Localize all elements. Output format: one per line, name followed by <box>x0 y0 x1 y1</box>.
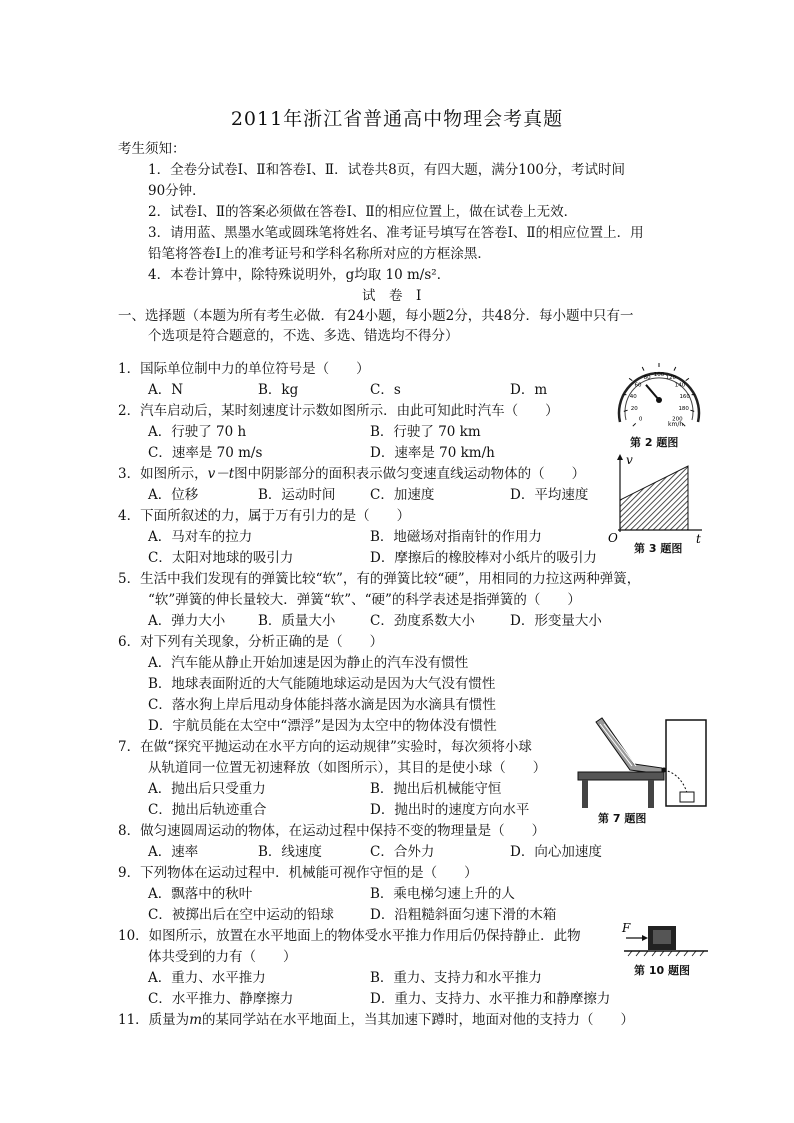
notice-item-3: 3．请用蓝、黑墨水笔或圆珠笔将姓名、准考证号填写在答卷Ⅰ、Ⅱ的相应位置上．用 <box>148 225 644 241</box>
q3-stem-vt: v－t <box>207 466 235 482</box>
q5-option-d: D．形变量大小 <box>510 613 602 629</box>
q4-stem: 4．下面所叙述的力，属于万有引力的是（ ） <box>118 508 411 524</box>
figure-10-block <box>620 920 712 960</box>
speedometer-hub <box>656 397 662 403</box>
q1-option-c: C．s <box>370 382 401 398</box>
table-top <box>578 772 664 780</box>
q1-option-d: D．m <box>510 382 548 398</box>
q5-option-b: B．质量大小 <box>258 613 336 629</box>
q2-option-c: C．速率是 70 m/s <box>148 445 263 461</box>
notice-item-2: 2．试卷Ⅰ、Ⅱ的答案必须做在答卷Ⅰ、Ⅱ的相应位置上，做在试卷上无效． <box>148 204 578 220</box>
q6-option-a: A．汽车能从静止开始加速是因为静止的汽车没有惯性 <box>148 655 469 671</box>
vt-origin-label: O <box>608 531 618 544</box>
speedometer-tick-label: 20 <box>630 406 638 412</box>
q3-option-b: B．运动时间 <box>258 487 336 503</box>
speedometer-tick-mark <box>692 394 696 395</box>
table-leg-left <box>582 780 588 808</box>
speedometer-tick-mark <box>623 394 627 395</box>
q6-option-c: C．落水狗上岸后甩动身体能抖落水滴是因为水滴具有惯性 <box>148 697 496 713</box>
q8-option-c: C．合外力 <box>370 844 435 860</box>
part1-intro-cont: 个选项是符合题意的，不选、多选、错选均不得分） <box>148 328 459 344</box>
ball <box>662 768 667 773</box>
speedometer-needle <box>646 385 659 400</box>
q7-stem: 7．在做“探究平抛运动在水平方向的运动规律”实验时，每次须将小球 <box>118 739 532 755</box>
speedometer-tick-label: 200 <box>672 416 683 423</box>
q9-option-c: C．被掷出后在空中运动的铅球 <box>148 907 334 923</box>
q10-option-c: C．水平推力、静摩擦力 <box>148 991 294 1007</box>
speedometer-tick-label: 180 <box>678 406 689 412</box>
force-label: F <box>622 921 631 935</box>
q3-option-a: A．位移 <box>148 487 199 503</box>
speedometer-tick-mark <box>642 367 644 371</box>
speedometer-tick-label: 40 <box>629 393 637 400</box>
speedometer-tick-label: 100 <box>653 372 665 378</box>
speedometer-tick-label: 120 <box>665 374 677 381</box>
q3-option-c: C．加速度 <box>370 487 435 503</box>
figure-10-caption: 第 10 题图 <box>634 964 690 977</box>
q2-stem: 2．汽车启动后，某时刻速度计示数如图所示．由此可知此时汽车（ ） <box>118 403 559 419</box>
q7-option-d: D．抛出时的速度方向水平 <box>370 802 530 818</box>
notice-item-1: 1．全卷分试卷Ⅰ、Ⅱ和答卷Ⅰ、Ⅱ．试卷共8页，有四大题，满分100分，考试时间 <box>148 162 625 178</box>
q11-stem-m: m <box>189 1012 202 1028</box>
q3-stem <box>118 465 585 483</box>
q5-option-a: A．弹力大小 <box>148 613 226 629</box>
q1-option-b: B．kg <box>258 382 299 398</box>
target-card <box>680 792 694 802</box>
q10-option-b: B．重力、支持力和水平推力 <box>370 970 542 986</box>
q4-option-a: A．马对车的拉力 <box>148 529 253 545</box>
figure-2-speedometer <box>612 360 706 432</box>
q8-option-a: A．速率 <box>148 844 199 860</box>
q11-stem <box>118 1011 634 1029</box>
q11-stem-pre: 11．质量为 <box>118 1012 190 1028</box>
q4-option-b: B．地磁场对指南针的作用力 <box>370 529 542 545</box>
q6-stem: 6．对下列有关现象，分析正确的是（ ） <box>118 634 384 650</box>
notice-item-4 <box>148 266 450 284</box>
q3-stem-post: 图中阴影部分的面积表示做匀变速直线运动物体的（ ） <box>234 466 586 482</box>
q4-option-d: D．摩擦后的橡胶棒对小纸片的吸引力 <box>370 550 597 566</box>
vt-v-label: v <box>626 453 633 467</box>
q2-option-b: B．行驶了 70 km <box>370 424 481 440</box>
speedometer-tick-label: 80 <box>643 374 651 381</box>
speedometer-tick-label: 60 <box>634 382 642 389</box>
speedometer-tick-mark <box>624 410 628 411</box>
q2-option-a: A．行驶了 70 h <box>148 424 247 440</box>
track-highlight-2 <box>604 724 636 766</box>
block-face <box>653 930 671 944</box>
q2-option-d: D．速率是 70 km/h <box>370 445 495 461</box>
q10-stem-cont: 体共受到的力有（ ） <box>148 949 297 965</box>
q3-stem-pre: 3．如图所示， <box>118 466 208 482</box>
speedometer-tick-mark <box>629 378 632 380</box>
q11-stem-post: 的某同学站在水平地面上，当其加速下蹲时，地面对他的支持力（ ） <box>202 1012 634 1028</box>
figure-7-caption: 第 7 题图 <box>598 812 647 825</box>
section-title: 试 卷 Ⅰ <box>362 288 422 304</box>
part1-intro: 一、选择题（本题为所有考生必做．有24小题，每小题2分，共48分．每小题中只有一 <box>118 308 634 324</box>
notice-item-1-cont: 90分钟． <box>148 183 206 199</box>
q9-option-d: D．沿粗糙斜面匀速下滑的木箱 <box>370 907 557 923</box>
speedometer-tick-label: 0 <box>638 416 643 423</box>
q1-stem: 1．国际单位制中力的单位符号是（ ） <box>118 361 370 377</box>
notice-item-3-cont: 铅笔将答卷Ⅰ上的准考证号和学科名称所对应的方框涂黑． <box>148 246 491 262</box>
q5-option-c: C．劲度系数大小 <box>370 613 475 629</box>
q4-option-c: C．太阳对地球的吸引力 <box>148 550 294 566</box>
q10-option-a: A．重力、水平推力 <box>148 970 266 986</box>
q3-option-d: D．平均速度 <box>510 487 589 503</box>
figure-7-apparatus <box>574 712 714 810</box>
speedometer-tick-mark <box>686 378 689 380</box>
figure-3-vt-graph <box>606 452 708 544</box>
speedometer-tick-label: 140 <box>674 382 686 389</box>
speedometer-tick-mark <box>690 410 694 411</box>
q6-option-d: D．宇航员能在太空中“漂浮”是因为太空中的物体没有惯性 <box>148 718 497 734</box>
speedometer-tick-mark <box>633 423 636 426</box>
notice-item-4-text: 4．本卷计算中，除特殊说明外，g均取 10 m/s <box>148 267 432 283</box>
q10-option-d: D．重力、支持力、水平推力和静摩擦力 <box>370 991 611 1007</box>
speedometer-tick-mark <box>674 367 676 371</box>
notice-item-4-tail: ²． <box>431 267 451 283</box>
speedometer-tick-label: 160 <box>679 393 690 400</box>
q8-option-d: D．向心加速度 <box>510 844 602 860</box>
table-leg-right <box>648 780 654 808</box>
notice-heading: 考生须知： <box>118 141 186 157</box>
speedometer-unit: km/h <box>668 421 684 428</box>
q9-option-a: A．飘落中的秋叶 <box>148 886 253 902</box>
figure-3-caption: 第 3 题图 <box>634 542 683 555</box>
q1-option-a: A．N <box>148 382 184 398</box>
q7-option-b: B．抛出后机械能守恒 <box>370 781 502 797</box>
force-arrowhead <box>642 935 648 941</box>
figure-2-caption: 第 2 题图 <box>630 436 679 449</box>
vt-shaded-area <box>620 466 688 530</box>
q5-stem-cont: “软”弹簧的伸长量较大．弹簧“软”、“硬”的科学表述是指弹簧的（ ） <box>148 592 581 608</box>
speedometer-ticks <box>623 363 696 426</box>
vt-t-label: t <box>696 532 701 544</box>
q6-option-b: B．地球表面附近的大气能随地球运动是因为大气没有惯性 <box>148 676 496 692</box>
q5-stem: 5．生活中我们发现有的弹簧比较“软”，有的弹簧比较“硬”，用相同的力拉这两种弹簧， <box>118 571 641 587</box>
vt-v-axis-arrow <box>617 454 623 460</box>
q7-stem-cont: 从轨道同一位置无初速释放（如图所示），其目的是使小球（ ） <box>148 760 547 776</box>
q9-stem: 9．下列物体在运动过程中．机械能可视作守恒的是（ ） <box>118 865 478 881</box>
q7-option-c: C．抛出后轨迹重合 <box>148 802 267 818</box>
page-title: 2011年浙江省普通高中物理会考真题 <box>230 108 564 130</box>
q10-stem: 10．如图所示，放置在水平地面上的物体受水平推力作用后仍保持静止．此物 <box>118 928 581 944</box>
q9-option-b: B．乘电梯匀速上升的人 <box>370 886 515 902</box>
track-highlight <box>600 724 632 766</box>
q8-option-b: B．线速度 <box>258 844 322 860</box>
q8-stem: 8．做匀速圆周运动的物体，在运动过程中保持不变的物理量是（ ） <box>118 823 546 839</box>
q7-option-a: A．抛出后只受重力 <box>148 781 266 797</box>
